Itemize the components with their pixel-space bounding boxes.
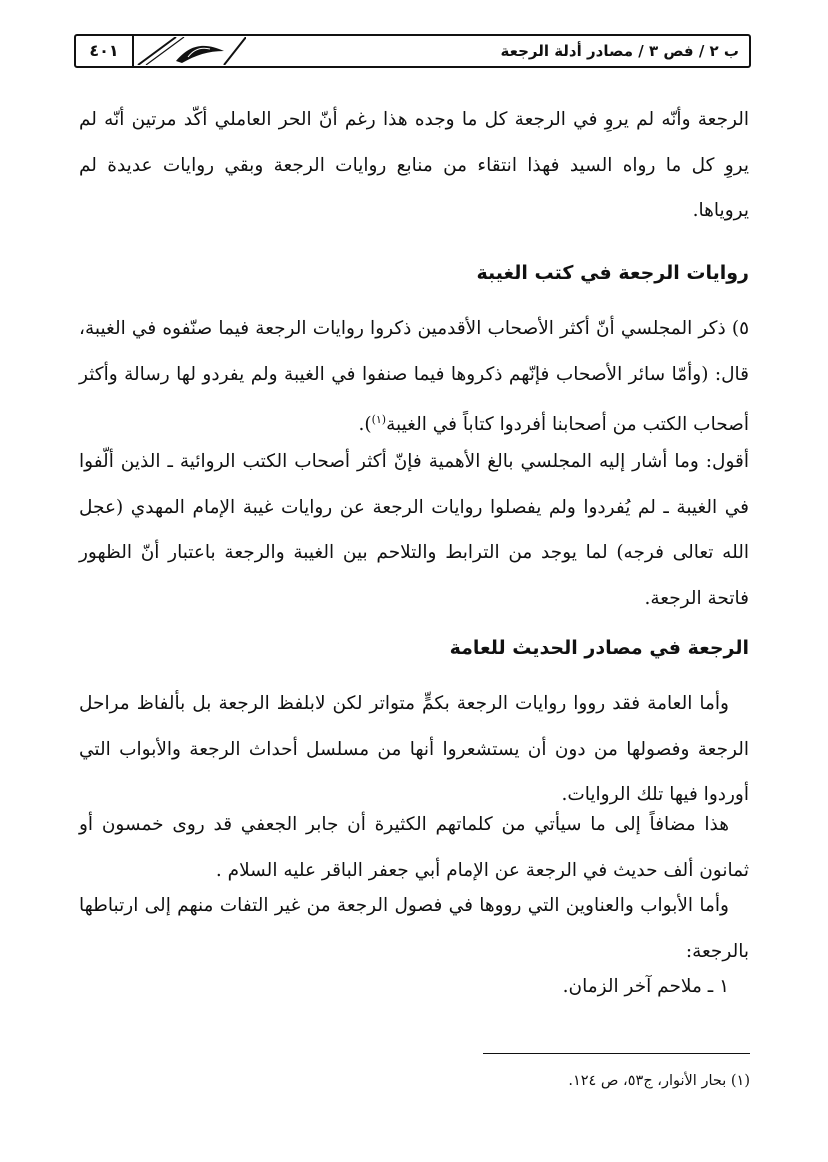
paragraph-intro: الرجعة وأنّه لم يروِ في الرجعة كل ما وجده هذا رغم أنّ الحر العاملي أكّد مرتين أنّه لم يروِ كل ما رواه السيد فهذا انتقاء من منابع روايات الرجعة وبقي روايات عديدة لم يروياها. [79, 109, 749, 221]
footnote: (١) بحار الأنوار، ج٥٣، ص ١٢٤. [568, 1073, 750, 1089]
footnote-divider [483, 1053, 750, 1054]
list-item: ١ ـ ملاحم آخر الزمان. [562, 976, 729, 997]
paragraph-jabir: هذا مضافاً إلى ما سيأتي من كلماتهم الكثيرة أن جابر الجعفي قد روى خمسون أو ثمانون ألف حديث في الرجعة عن الإمام أبي جعفر الباقر عليه السلام . [79, 814, 749, 881]
header-ornament-icon [136, 37, 246, 65]
footnote-marker: (١) [371, 413, 387, 426]
paragraph-majlisi-end: ). [358, 414, 372, 436]
page-header [74, 34, 751, 68]
section-heading-amma: الرجعة في مصادر الحديث للعامة [449, 637, 749, 659]
header-title: ب ٢ / فص ٣ / مصادر أدلة الرجعة [500, 42, 739, 60]
paragraph-abwab: وأما الأبواب والعناوين التي رووها في فصول الرجعة من غير التفات منهم إلى ارتباطها بالرجعة: [79, 895, 749, 962]
section-heading-ghaiba: روايات الرجعة في كتب الغيبة [476, 262, 749, 284]
page-number: ٤٠١ [76, 36, 134, 66]
paragraph-majlisi [79, 306, 749, 448]
paragraph-majlisi-text: ٥) ذكر المجلسي أنّ أكثر الأصحاب الأقدمين ذكروا روايات الرجعة فيما صنّفوه في الغيبة، قال: (وأمّا سائر الأصحاب فإنّهم ذكروها فيما صنفوا في الغيبة ولم يفردو لها رسالة وأكثر أصحاب الكتب من أصحابنا أفردوا كتاباً في الغيبة [79, 318, 749, 436]
paragraph-aqul: أقول: وما أشار إليه المجلسي بالغ الأهمية فإنّ أكثر أصحاب الكتب الروائية ـ الذين ألّفوا في الغيبة ـ لم يُفردوا ولم يفصلوا روايات الرجعة عن روايات غيبة الإمام المهدي (عجل الله تعالى فرجه) لما يوجد من الترابط والتلاحم بين الغيبة والرجعة باعتبار أنّ الظهور فاتحة الرجعة. [79, 451, 749, 609]
paragraph-amma: وأما العامة فقد رووا روايات الرجعة بكمٍّ متواتر لكن لابلفظ الرجعة بل بألفاظ مراحل الرجعة وفصولها من دون أن يستشعروا أنها من مسلسل أحداث الرجعة والأبواب التي أوردوا فيها تلك الروايات. [79, 693, 749, 805]
